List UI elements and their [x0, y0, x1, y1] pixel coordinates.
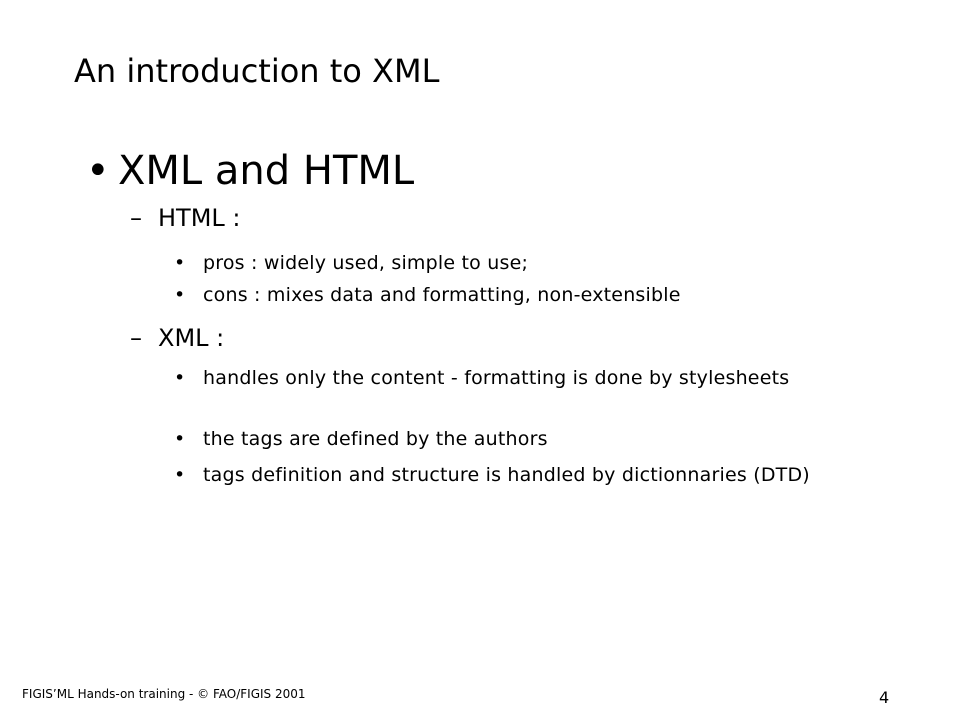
subheading-xml	[130, 322, 224, 354]
subheading-html	[130, 202, 241, 234]
dash-icon: –	[130, 204, 142, 232]
subheading-xml-label: XML :	[158, 324, 225, 352]
bullet-icon: •	[174, 367, 186, 389]
list-item-text: the tags are defined by the authors	[203, 428, 548, 450]
list-item	[174, 283, 894, 308]
level1-bullet-item	[86, 146, 414, 196]
list-item	[174, 463, 894, 488]
list-item	[174, 427, 894, 452]
dash-icon: –	[130, 324, 142, 352]
list-item-text: pros : widely used, simple to use;	[203, 252, 529, 274]
bullet-icon: •	[174, 464, 186, 486]
list-item-text: cons : mixes data and formatting, non-extensible	[203, 284, 681, 306]
bullet-icon: •	[86, 148, 110, 194]
list-item-text: tags definition and structure is handled by dictionnaries (DTD)	[203, 464, 810, 486]
bullet-icon: •	[174, 284, 186, 306]
subheading-html-label: HTML :	[158, 204, 241, 232]
list-item	[174, 366, 894, 391]
list-item-text: handles only the content - formatting is done by stylesheets	[203, 367, 790, 389]
page-number: 4	[879, 688, 890, 707]
bullet-icon: •	[174, 428, 186, 450]
bullet-icon: •	[174, 252, 186, 274]
footer-text: FIGIS’ML Hands-on training - © FAO/FIGIS 2001	[22, 687, 306, 701]
slide-title: An introduction to XML	[74, 52, 440, 90]
section-heading: XML and HTML	[118, 148, 415, 194]
list-item	[174, 251, 894, 276]
